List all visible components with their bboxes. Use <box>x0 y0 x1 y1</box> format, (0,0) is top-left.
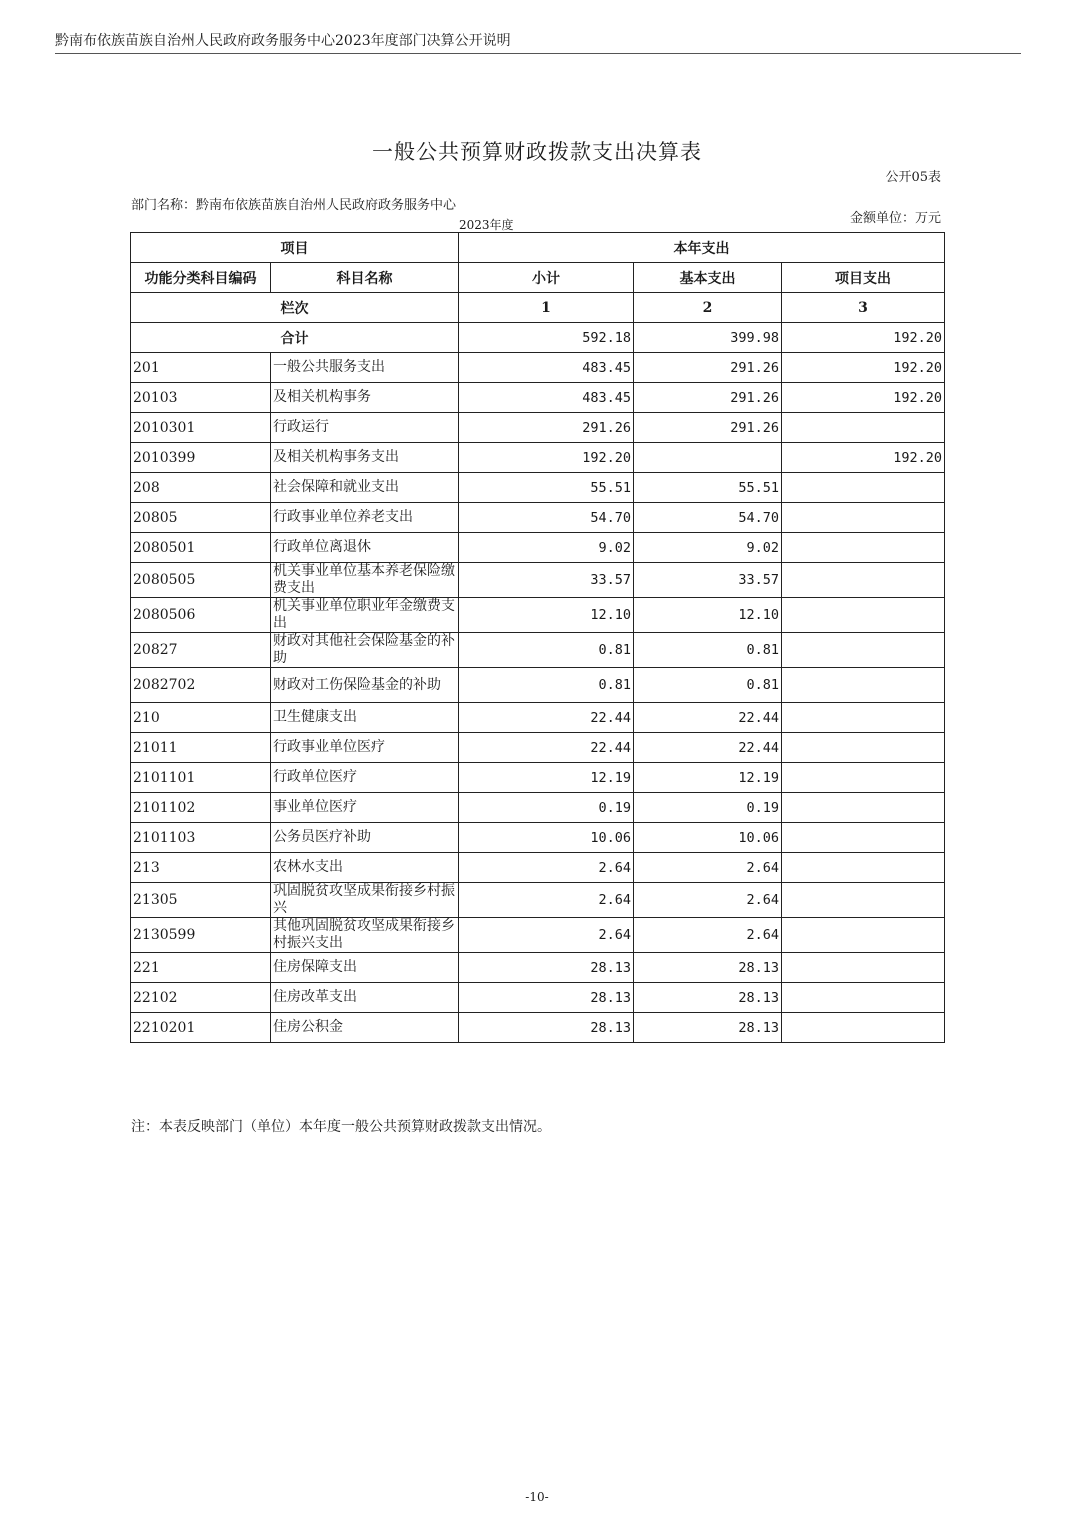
project-cell <box>782 918 945 953</box>
name-cell: 社会保障和就业支出 <box>271 473 459 503</box>
project-cell <box>782 763 945 793</box>
subtotal-cell: 22.44 <box>459 733 634 763</box>
running-header: 黔南布依族苗族自治州人民政府政务服务中心2023年度部门决算公开说明 <box>55 33 511 49</box>
name-cell: 卫生健康支出 <box>271 703 459 733</box>
table-row <box>131 883 945 918</box>
subtotal-cell: 12.10 <box>459 598 634 633</box>
name-cell: 事业单位医疗 <box>271 793 459 823</box>
header-subtotal: 小计 <box>459 263 634 293</box>
basic-cell: 2.64 <box>634 853 782 883</box>
code-cell: 2082702 <box>131 668 271 703</box>
basic-cell: 22.44 <box>634 733 782 763</box>
basic-cell: 0.81 <box>634 668 782 703</box>
table-row <box>131 383 945 413</box>
table-row <box>131 1013 945 1043</box>
expenditure-table <box>130 232 945 1043</box>
code-cell: 21011 <box>131 733 271 763</box>
project-cell <box>782 823 945 853</box>
table-row <box>131 533 945 563</box>
basic-cell: 33.57 <box>634 563 782 598</box>
department-name: 部门名称：黔南布依族苗族自治州人民政府政务服务中心 <box>131 198 457 213</box>
form-number: 公开05表 <box>885 170 941 185</box>
subtotal-cell: 192.20 <box>459 443 634 473</box>
name-cell: 住房公积金 <box>271 1013 459 1043</box>
page-number: -10- <box>525 1490 549 1504</box>
total-basic: 399.98 <box>634 323 782 353</box>
project-cell: 192.20 <box>782 383 945 413</box>
project-cell <box>782 473 945 503</box>
project-cell <box>782 953 945 983</box>
code-cell: 2210201 <box>131 1013 271 1043</box>
basic-cell: 9.02 <box>634 533 782 563</box>
name-cell: 其他巩固脱贫攻坚成果衔接乡村振兴支出 <box>271 918 459 953</box>
subtotal-cell: 28.13 <box>459 953 634 983</box>
project-cell: 192.20 <box>782 443 945 473</box>
subtotal-cell: 10.06 <box>459 823 634 853</box>
basic-cell: 10.06 <box>634 823 782 853</box>
subtotal-cell: 2.64 <box>459 883 634 918</box>
header-code: 功能分类科目编码 <box>131 263 271 293</box>
table-row <box>131 668 945 703</box>
basic-cell: 12.19 <box>634 763 782 793</box>
basic-cell: 291.26 <box>634 383 782 413</box>
project-cell <box>782 733 945 763</box>
name-cell: 及相关机构事务支出 <box>271 443 459 473</box>
name-cell: 公务员医疗补助 <box>271 823 459 853</box>
table-row <box>131 733 945 763</box>
project-cell <box>782 563 945 598</box>
project-cell <box>782 633 945 668</box>
code-cell: 2080501 <box>131 533 271 563</box>
table-row <box>131 563 945 598</box>
subtotal-cell: 33.57 <box>459 563 634 598</box>
subtotal-cell: 0.81 <box>459 633 634 668</box>
subtotal-cell: 483.45 <box>459 353 634 383</box>
code-cell: 208 <box>131 473 271 503</box>
header-row-seq <box>131 293 945 323</box>
code-cell: 22102 <box>131 983 271 1013</box>
total-subtotal: 592.18 <box>459 323 634 353</box>
name-cell: 财政对工伤保险基金的补助 <box>271 668 459 703</box>
name-cell: 住房改革支出 <box>271 983 459 1013</box>
basic-cell: 291.26 <box>634 353 782 383</box>
header-row-2 <box>131 263 945 293</box>
code-cell: 2101103 <box>131 823 271 853</box>
basic-cell: 0.81 <box>634 633 782 668</box>
project-cell <box>782 983 945 1013</box>
basic-cell: 12.10 <box>634 598 782 633</box>
table-row <box>131 763 945 793</box>
project-cell <box>782 503 945 533</box>
subtotal-cell: 9.02 <box>459 533 634 563</box>
subtotal-cell: 483.45 <box>459 383 634 413</box>
code-cell: 210 <box>131 703 271 733</box>
name-cell: 一般公共服务支出 <box>271 353 459 383</box>
project-cell <box>782 413 945 443</box>
table-row <box>131 598 945 633</box>
name-cell: 行政事业单位养老支出 <box>271 503 459 533</box>
header-project: 项目支出 <box>782 263 945 293</box>
name-cell: 行政运行 <box>271 413 459 443</box>
project-cell <box>782 1013 945 1043</box>
name-cell: 机关事业单位基本养老保险缴费支出 <box>271 563 459 598</box>
code-cell: 20103 <box>131 383 271 413</box>
basic-cell: 54.70 <box>634 503 782 533</box>
subtotal-cell: 22.44 <box>459 703 634 733</box>
basic-cell <box>634 443 782 473</box>
name-cell: 行政事业单位医疗 <box>271 733 459 763</box>
basic-cell: 291.26 <box>634 413 782 443</box>
header-row-1 <box>131 233 945 263</box>
table-row <box>131 353 945 383</box>
code-cell: 2080506 <box>131 598 271 633</box>
project-cell <box>782 853 945 883</box>
header-item: 项目 <box>131 233 459 263</box>
table-row <box>131 918 945 953</box>
table-row <box>131 983 945 1013</box>
project-cell <box>782 703 945 733</box>
name-cell: 财政对其他社会保险基金的补助 <box>271 633 459 668</box>
header-col-1: 1 <box>459 293 634 323</box>
project-cell <box>782 598 945 633</box>
basic-cell: 28.13 <box>634 1013 782 1043</box>
project-cell <box>782 668 945 703</box>
basic-cell: 22.44 <box>634 703 782 733</box>
subtotal-cell: 2.64 <box>459 918 634 953</box>
subtotal-cell: 28.13 <box>459 983 634 1013</box>
subtotal-cell: 0.81 <box>459 668 634 703</box>
name-cell: 行政单位离退休 <box>271 533 459 563</box>
subtotal-cell: 12.19 <box>459 763 634 793</box>
table-row <box>131 413 945 443</box>
subtotal-cell: 54.70 <box>459 503 634 533</box>
amount-unit: 金额单位：万元 <box>849 211 941 226</box>
code-cell: 20805 <box>131 503 271 533</box>
fiscal-year: 2023年度 <box>459 218 514 232</box>
table-row <box>131 503 945 533</box>
header-col-2: 2 <box>634 293 782 323</box>
table-row <box>131 443 945 473</box>
total-row <box>131 323 945 353</box>
header-col-seq: 栏次 <box>131 293 459 323</box>
code-cell: 21305 <box>131 883 271 918</box>
table-row <box>131 853 945 883</box>
basic-cell: 2.64 <box>634 883 782 918</box>
table-row <box>131 633 945 668</box>
name-cell: 及相关机构事务 <box>271 383 459 413</box>
name-cell: 住房保障支出 <box>271 953 459 983</box>
header-name: 科目名称 <box>271 263 459 293</box>
table-row <box>131 473 945 503</box>
table-row <box>131 793 945 823</box>
basic-cell: 28.13 <box>634 953 782 983</box>
subtotal-cell: 291.26 <box>459 413 634 443</box>
code-cell: 2010301 <box>131 413 271 443</box>
code-cell: 2010399 <box>131 443 271 473</box>
code-cell: 20827 <box>131 633 271 668</box>
project-cell: 192.20 <box>782 353 945 383</box>
table-row <box>131 953 945 983</box>
basic-cell: 55.51 <box>634 473 782 503</box>
page-title: 一般公共预算财政拨款支出决算表 <box>372 140 702 164</box>
basic-cell: 2.64 <box>634 918 782 953</box>
header-current-year: 本年支出 <box>459 233 945 263</box>
name-cell: 机关事业单位职业年金缴费支出 <box>271 598 459 633</box>
basic-cell: 28.13 <box>634 983 782 1013</box>
table-row <box>131 823 945 853</box>
total-project: 192.20 <box>782 323 945 353</box>
table-note: 注：本表反映部门（单位）本年度一般公共预算财政拨款支出情况。 <box>131 1119 551 1135</box>
total-label: 合计 <box>131 323 459 353</box>
subtotal-cell: 0.19 <box>459 793 634 823</box>
code-cell: 2101102 <box>131 793 271 823</box>
subtotal-cell: 28.13 <box>459 1013 634 1043</box>
code-cell: 201 <box>131 353 271 383</box>
code-cell: 221 <box>131 953 271 983</box>
subtotal-cell: 2.64 <box>459 853 634 883</box>
project-cell <box>782 533 945 563</box>
code-cell: 213 <box>131 853 271 883</box>
project-cell <box>782 883 945 918</box>
header-col-3: 3 <box>782 293 945 323</box>
name-cell: 巩固脱贫攻坚成果衔接乡村振兴 <box>271 883 459 918</box>
basic-cell: 0.19 <box>634 793 782 823</box>
code-cell: 2101101 <box>131 763 271 793</box>
header-basic: 基本支出 <box>634 263 782 293</box>
name-cell: 农林水支出 <box>271 853 459 883</box>
subtotal-cell: 55.51 <box>459 473 634 503</box>
name-cell: 行政单位医疗 <box>271 763 459 793</box>
code-cell: 2130599 <box>131 918 271 953</box>
code-cell: 2080505 <box>131 563 271 598</box>
header-divider <box>55 53 1021 54</box>
table-row <box>131 703 945 733</box>
project-cell <box>782 793 945 823</box>
